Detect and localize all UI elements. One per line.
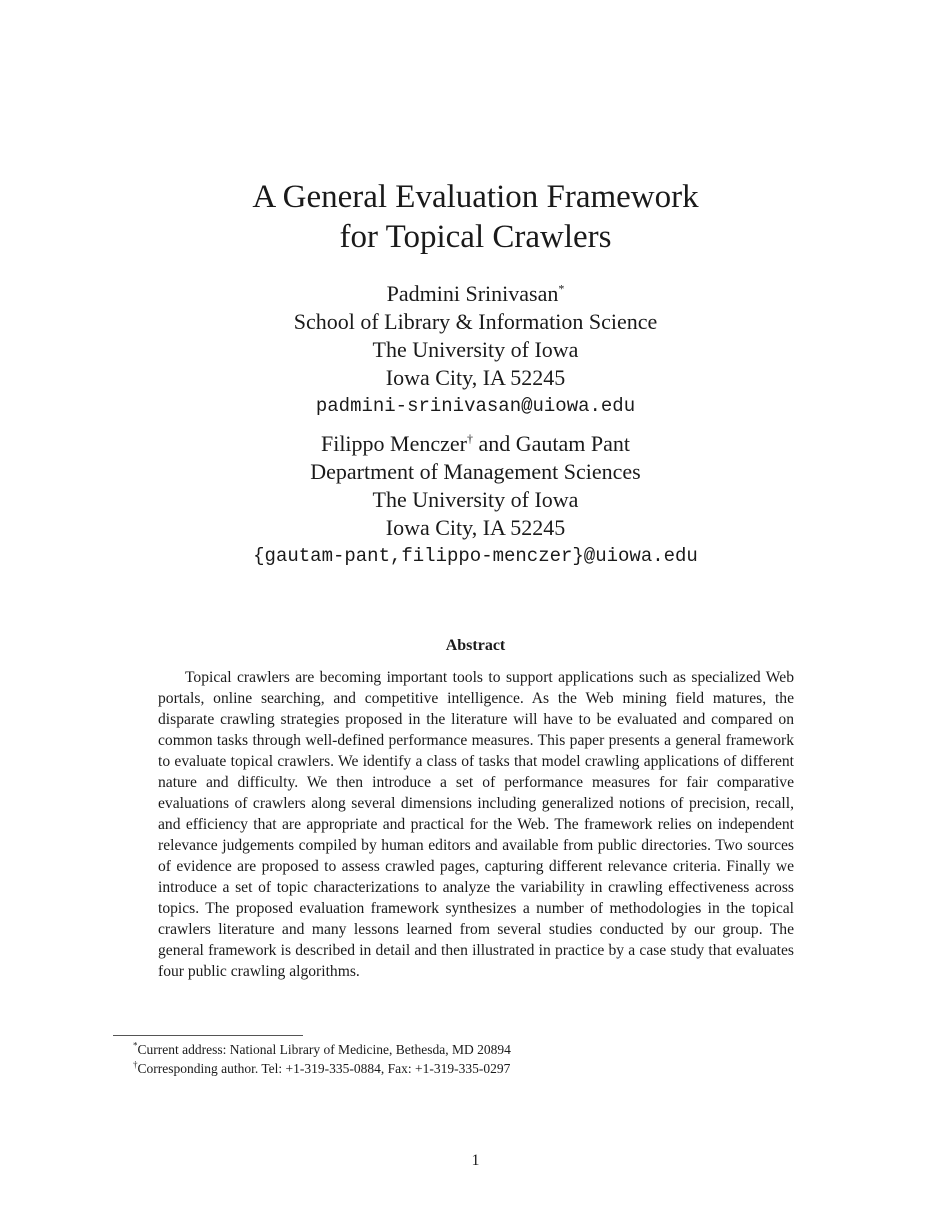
footnote-2-mark: † [133, 1059, 138, 1070]
author-1-name-line [0, 280, 951, 308]
author-1-department: School of Library & Information Science [293, 309, 658, 334]
author-1-university: The University of Iowa [372, 337, 579, 362]
title-line-2: for Topical Crawlers [339, 219, 612, 255]
author-1-email: padmini-srinivasan@uiowa.edu [315, 395, 636, 417]
author-2-department: Department of Management Sciences [310, 459, 641, 484]
author-2-university: The University of Iowa [372, 487, 579, 512]
author-2-name-b: and Gautam Pant [473, 431, 631, 456]
author-block-1 [0, 280, 951, 420]
footnote-rule [113, 1035, 303, 1036]
abstract-text: Topical crawlers are becoming important tools to support applications such as specialized Web portals, online searching, and competitive intelligence. As the Web mining field matures, the disparate crawling strategies proposed in the literature will have to be evaluated and compared on common tasks through well-defined performance measures. This paper presents a general framework to evaluate topical crawlers. We identify a class of tasks that model crawling applications of different nature and difficulty. We then introduce a set of performance measures for fair comparative evaluations of crawlers along several dimensions including generalized notions of precision, recall, and efficiency that are appropriate and practical for the Web. The framework relies on independent relevance judgements compiled by human editors and available from public directories. Two sources of evidence are proposed to assess crawled pages, capturing different relevance criteria. Finally we introduce a set of topic characterizations to analyze the variability in crawling effectiveness across topics. The proposed evaluation framework synthesizes a number of methodologies in the topical crawlers literature and many lessons learned from several studies conducted by our group. The general framework is described in detail and then illustrated in practice by a case study that evaluates four public crawling algorithms. [158, 669, 794, 980]
footnote-1-mark: * [133, 1040, 138, 1051]
footnote-2-text: Corresponding author. Tel: +1-319-335-0884, Fax: +1-319-335-0297 [137, 1061, 511, 1076]
author-2-name-line [0, 430, 951, 458]
abstract-heading: Abstract [445, 637, 506, 654]
footnote-1-text: Current address: National Library of Medicine, Bethesda, MD 20894 [137, 1042, 511, 1057]
author-1-name: Padmini Srinivasan [386, 281, 559, 306]
title-line-1: A General Evaluation Framework [252, 179, 699, 215]
page-number: 1 [471, 1152, 480, 1169]
footnotes [133, 1040, 833, 1078]
footnote-1 [133, 1040, 833, 1059]
author-1-city: Iowa City, IA 52245 [385, 365, 566, 390]
author-2-email: {gautam-pant,filippo-menczer}@uiowa.edu [253, 545, 698, 567]
footnote-2 [133, 1059, 833, 1078]
author-1-footnote-mark: * [558, 281, 565, 296]
author-block-2 [0, 430, 951, 570]
paper-title [0, 177, 951, 257]
author-2-city: Iowa City, IA 52245 [385, 515, 566, 540]
author-2-footnote-mark: † [467, 431, 473, 446]
author-2-name-a: Filippo Menczer [320, 431, 467, 456]
